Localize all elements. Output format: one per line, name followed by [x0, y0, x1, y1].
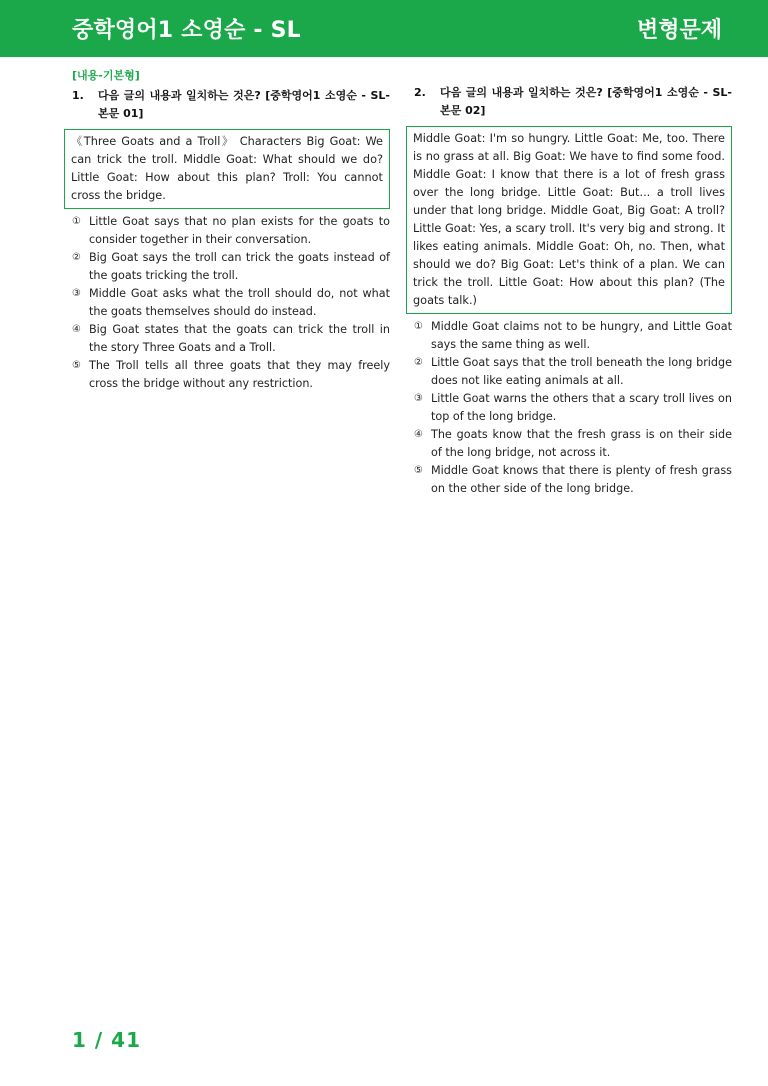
- answer-option[interactable]: [72, 213, 390, 249]
- question-title: [414, 84, 732, 120]
- answer-option[interactable]: [414, 354, 732, 390]
- page-number: 1 / 41: [72, 1028, 141, 1052]
- option-marker: ①: [72, 216, 81, 227]
- question-number: 2.: [414, 86, 426, 99]
- question-prompt: 다음 글의 내용과 일치하는 것은? [중학영어1 소영순 - SL-본문 01]: [98, 89, 390, 120]
- answer-option[interactable]: [72, 285, 390, 321]
- answer-options: [72, 213, 390, 393]
- option-marker: ②: [414, 357, 423, 368]
- option-text: Big Goat states that the goats can trick the troll in the story Three Goats and a Troll.: [89, 323, 390, 354]
- option-text: Little Goat says that no plan exists for the goats to consider together in their conversation.: [89, 215, 390, 246]
- question-column-right: [414, 84, 732, 498]
- option-text: Little Goat warns the others that a scary troll lives on top of the long bridge.: [431, 392, 732, 423]
- option-text: Middle Goat claims not to be hungry, and Little Goat says the same thing as well.: [431, 320, 732, 351]
- answer-option[interactable]: [72, 249, 390, 285]
- option-marker: ④: [414, 429, 423, 440]
- passage-box: Middle Goat: I'm so hungry. Little Goat: Me, too. There is no grass at all. Big Goat: We have to find some food. Middle Goat: I know that there is a lot of fresh grass over the long bridge. Little Goat: But... a troll lives under that long bridge. Middle Goat, Big Goat: A troll? Little Goat: Yes, a scary troll. It's very big and strong. It likes eating animals. Middle Goat: Oh, no. Then, what should we do? Big Goat: Let's think of a plan. We can trick the troll. Little Goat: How about this plan? (The goats talk.): [406, 126, 732, 314]
- document-title: 중학영어1 소영순 - SL: [72, 18, 301, 43]
- question-number: 1.: [72, 89, 84, 102]
- question-column-left: [72, 67, 390, 393]
- answer-options: [414, 318, 732, 498]
- answer-option[interactable]: [72, 321, 390, 357]
- answer-option[interactable]: [414, 462, 732, 498]
- answer-option[interactable]: [414, 318, 732, 354]
- question-prompt: 다음 글의 내용과 일치하는 것은? [중학영어1 소영순 - SL-본문 02]: [440, 86, 732, 117]
- answer-option[interactable]: [414, 390, 732, 426]
- question-title: [72, 87, 390, 123]
- option-marker: ①: [414, 321, 423, 332]
- option-marker: ④: [72, 324, 81, 335]
- option-text: The goats know that the fresh grass is on their side of the long bridge, not across it.: [431, 428, 732, 459]
- option-marker: ③: [414, 393, 423, 404]
- page-header: [0, 0, 768, 57]
- option-text: Middle Goat asks what the troll should do, not what the goats themselves should do instead.: [89, 287, 390, 318]
- option-marker: ②: [72, 252, 81, 263]
- answer-option[interactable]: [72, 357, 390, 393]
- answer-option[interactable]: [414, 426, 732, 462]
- passage-box: 《Three Goats and a Troll》 Characters Big Goat: We can trick the troll. Middle Goat: What should we do? Little Goat: How about this plan? Troll: You cannot cross the bridge.: [64, 129, 390, 209]
- option-marker: ③: [72, 288, 81, 299]
- option-marker: ⑤: [414, 465, 423, 476]
- option-text: Big Goat says the troll can trick the goats instead of the goats tricking the troll.: [89, 251, 390, 282]
- option-text: Little Goat says that the troll beneath the long bridge does not like eating animals at all.: [431, 356, 732, 387]
- option-text: The Troll tells all three goats that they may freely cross the bridge without any restriction.: [89, 359, 390, 390]
- option-text: Middle Goat knows that there is plenty of fresh grass on the other side of the long bridge.: [431, 464, 732, 495]
- document-type-label: 변형문제: [636, 18, 722, 43]
- category-label: [내용-기본형]: [72, 69, 140, 82]
- option-marker: ⑤: [72, 360, 81, 371]
